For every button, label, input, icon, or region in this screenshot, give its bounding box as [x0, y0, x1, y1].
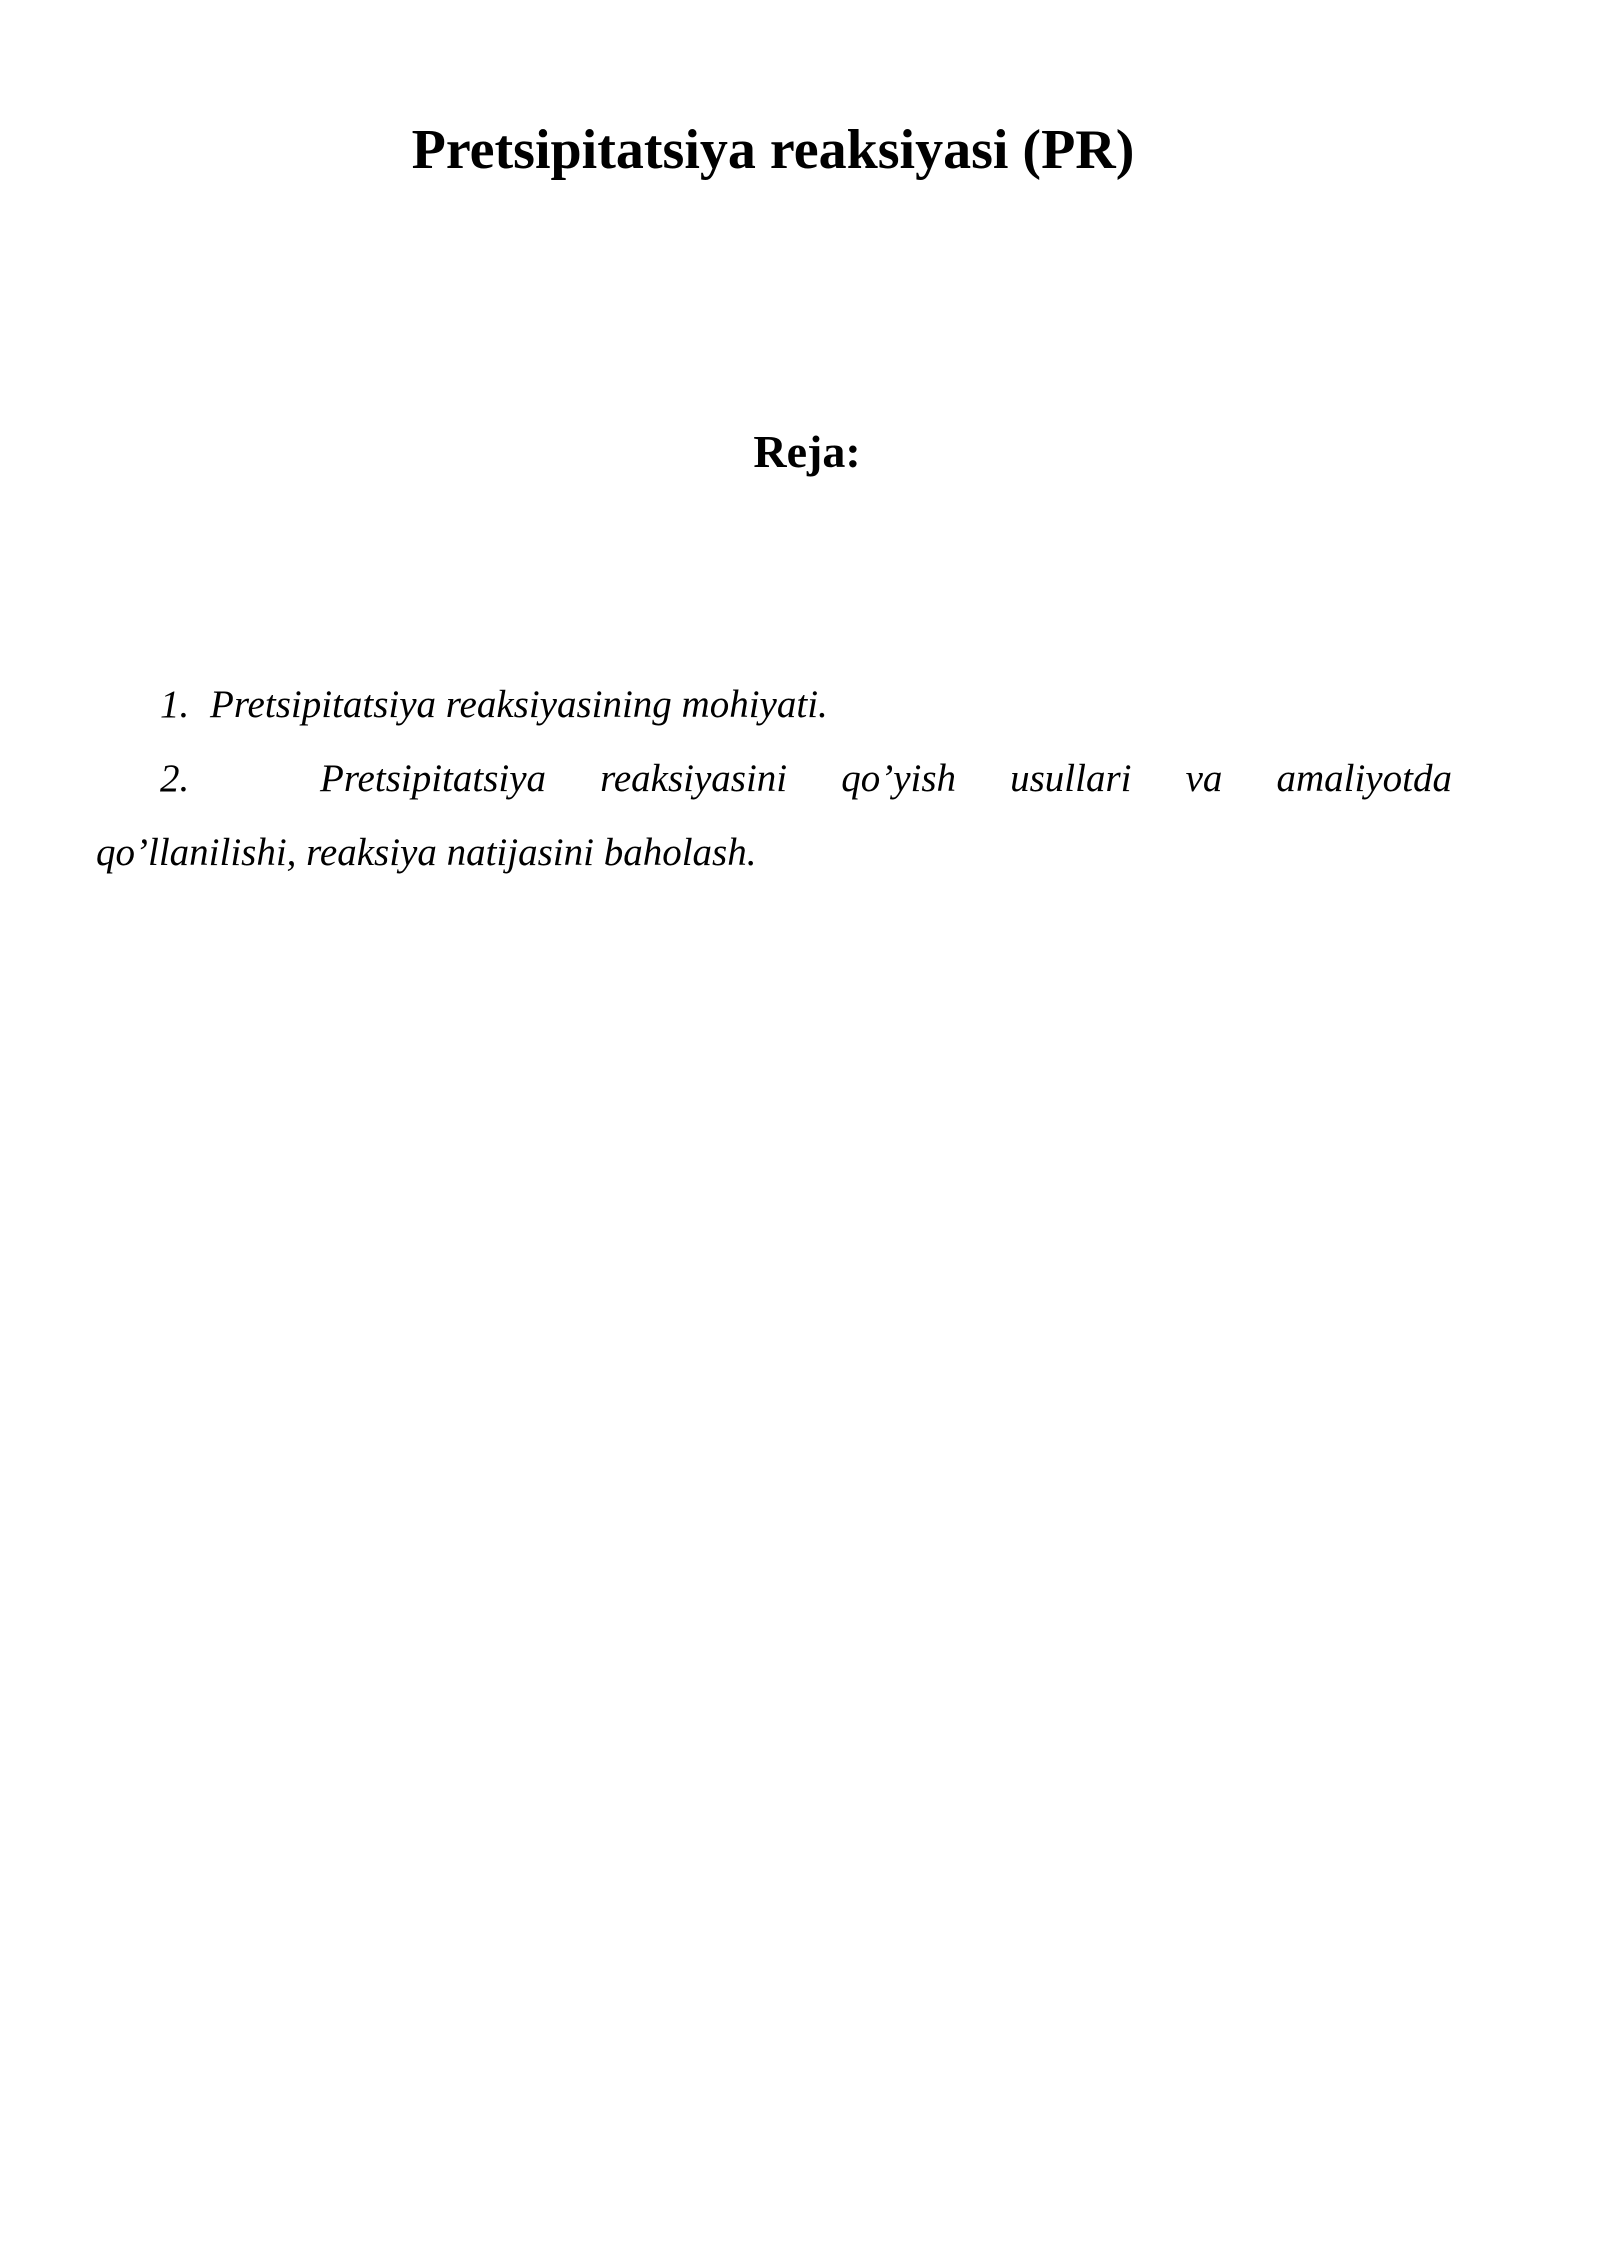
plan-item-line	[96, 668, 1452, 742]
item-text: Pretsipitatsiya reaksiyasining mohiyati.	[210, 683, 828, 726]
item-number: 1.	[160, 683, 190, 726]
plan-item-line	[96, 742, 1452, 816]
item-continuation-text: qo’llanilishi, reaksiya natijasini baholash.	[96, 831, 757, 874]
item-word: qo’yish	[841, 757, 957, 800]
plan-item-1	[96, 668, 1452, 742]
item-word: reaksiyasini	[600, 757, 788, 800]
item-word: usullari	[1010, 757, 1132, 800]
document-title: Pretsipitatsiya reaksiyasi (PR)	[411, 119, 1135, 181]
item-word: va	[1185, 757, 1223, 800]
item-number: 2.	[160, 757, 190, 800]
item-word: Pretsipitatsiya	[320, 757, 547, 800]
item-word: amaliyotda	[1276, 757, 1452, 800]
plan-list	[96, 668, 1452, 890]
plan-heading: Reja:	[753, 426, 861, 477]
plan-item-2	[96, 742, 1452, 890]
